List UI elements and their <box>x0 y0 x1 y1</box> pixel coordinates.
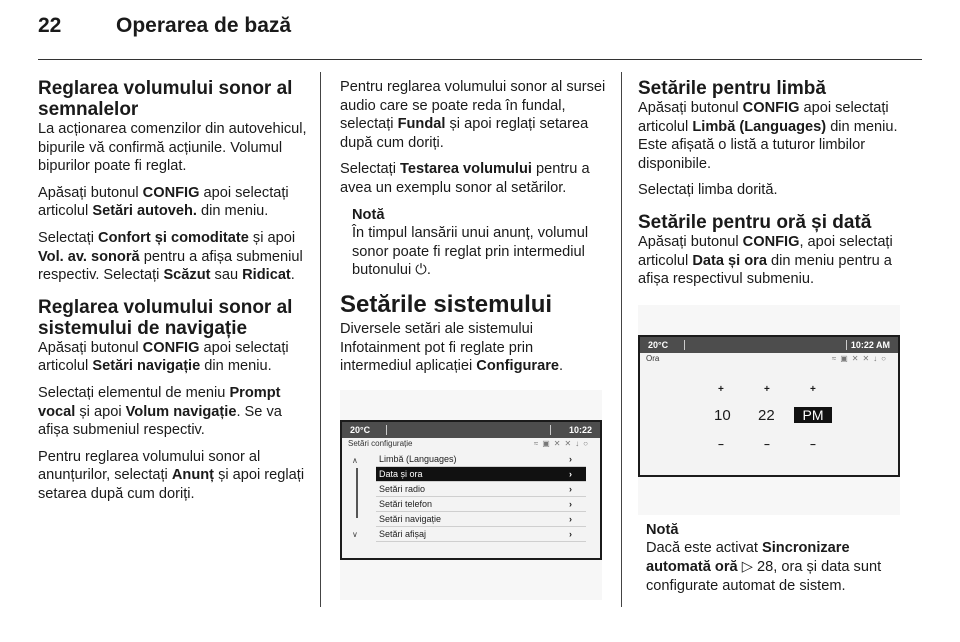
minute-value: 22 <box>758 406 775 424</box>
heading-volume-signals: Reglarea volumului sonor al semnalelor <box>38 78 293 120</box>
chevron-right-icon: › <box>569 483 572 494</box>
chevron-right-icon: › <box>569 498 572 509</box>
ampm-plus-button[interactable]: + <box>810 383 816 395</box>
heading-language: Setările pentru limbă <box>638 78 826 99</box>
infotainment-screen <box>638 335 900 477</box>
paragraph: La acționarea comenzilor din autovehicul, bipurile vă confirmă acțiunile. Volumul bipurilor poate fi reglat. <box>38 121 307 175</box>
scroll-down-icon[interactable]: ∨ <box>352 529 358 539</box>
column-divider <box>320 72 321 607</box>
ampm-value[interactable]: PM <box>794 407 832 423</box>
scroll-up-icon[interactable]: ∧ <box>352 455 358 465</box>
status-bar: 20°C 10:22 AM <box>640 337 898 353</box>
heading-time-date: Setările pentru oră și dată <box>638 211 872 233</box>
menu-item[interactable] <box>376 467 586 482</box>
paragraph: Pentru reglarea volumului sonor al anunțurilor, selectați Anunț și apoi reglați setarea după cum doriți. <box>38 448 305 502</box>
paragraph: Selectați limba dorită. <box>638 182 778 199</box>
chevron-right-icon: › <box>569 513 572 524</box>
menu-item-label: Setări navigație <box>379 513 442 524</box>
scrollbar[interactable] <box>356 468 358 518</box>
power-icon: ⏻ <box>415 262 427 279</box>
chevron-right-icon: › <box>569 528 572 539</box>
time-screenshot <box>638 305 900 515</box>
heading-system-settings: Setările sistemului <box>340 290 553 318</box>
paragraph: Selectați Testarea volumului pentru a avea un exemplu sonor al setărilor. <box>340 161 590 196</box>
heading-volume-navigation: Reglarea volumului sonor al sistemului de navigație <box>38 296 293 339</box>
menu-item[interactable] <box>376 512 586 527</box>
menu-item[interactable] <box>376 527 586 542</box>
config-menu-screenshot <box>340 390 602 600</box>
paragraph: Pentru reglarea volumului sonor al sursei audio care se poate reda în fundal, selectați Fundal și apoi reglați setarea după cum doriți. <box>340 79 606 151</box>
status-bar: 20°C 10:22 <box>342 422 600 438</box>
menu-item-label: Setări telefon <box>379 498 433 509</box>
ampm-minus-button[interactable]: − <box>810 439 816 451</box>
column-divider <box>621 72 622 607</box>
menu-item-label: Setări afișaj <box>379 528 427 539</box>
infotainment-screen <box>340 420 602 560</box>
menu-item[interactable] <box>376 452 586 467</box>
reference-arrow-icon: ▷ <box>741 558 753 575</box>
note-title: Notă <box>352 206 385 223</box>
paragraph: Apăsați butonul CONFIG, apoi selectați articolul Data și ora din meniu pentru a afișa respectivul submeniu. <box>638 233 893 288</box>
page-title: Operarea de bază <box>116 14 292 37</box>
menu-item-label: Limbă (Languages) <box>379 453 457 464</box>
minute-plus-button[interactable]: + <box>764 383 770 395</box>
hour-plus-button[interactable]: + <box>718 383 724 395</box>
chevron-right-icon: › <box>569 468 572 479</box>
status-icons: ≈▣✕✕↓○ <box>533 438 592 448</box>
paragraph: Apăsați butonul CONFIG apoi selectați articolul Limbă (Languages) din meniu. Este afișată o listă a tuturor limbilor disponibile. <box>638 100 898 172</box>
note: Notă Dacă este activat Sincronizare automată oră ▷ 28, ora și data sunt configurate automat de sistem. <box>646 521 906 595</box>
column-2 <box>340 78 608 600</box>
paragraph: Diversele setări ale sistemului Infotainment pot fi reglate prin intermediul aplicației Configurare. <box>340 320 564 375</box>
menu-item-label: Data și ora <box>379 468 423 479</box>
screen-subtitle: Setări configurație ≈▣✕✕↓○ <box>348 438 592 448</box>
column-3 <box>638 78 906 603</box>
paragraph: Selectați Confort și comoditate și apoi Vol. av. sonoră pentru a afișa submeniul respectiv. Selectați Scăzut sau Ridicat. <box>38 229 303 284</box>
page-header <box>38 14 291 38</box>
note-title: Notă <box>646 521 679 538</box>
menu-item-label: Setări radio <box>379 483 426 494</box>
screen-subtitle: Ora ≈▣✕✕↓○ <box>646 353 890 363</box>
menu-item[interactable] <box>376 497 586 512</box>
paragraph: Apăsați butonul CONFIG apoi selectați articolul Setări autoveh. din meniu. <box>38 184 289 220</box>
paragraph: Apăsați butonul CONFIG apoi selectați articolul Setări navigație din meniu. <box>38 339 289 375</box>
hour-value: 10 <box>714 406 731 424</box>
hour-minus-button[interactable]: − <box>718 439 724 451</box>
menu-item[interactable] <box>376 482 586 497</box>
page-number: 22 <box>38 14 62 37</box>
header-rule <box>38 59 922 60</box>
paragraph: Selectați elementul de meniu Prompt vocal și apoi Volum navigație. Se va afișa submeniul respectiv. <box>38 384 282 439</box>
status-icons: ≈▣✕✕↓○ <box>831 353 890 363</box>
column-1 <box>38 78 310 512</box>
chevron-right-icon: › <box>569 453 572 464</box>
note: Notă În timpul lansării unui anunț, volumul sonor poate fi reglat prin intermediul butonului ⏻. <box>352 206 608 280</box>
minute-minus-button[interactable]: − <box>764 439 770 451</box>
